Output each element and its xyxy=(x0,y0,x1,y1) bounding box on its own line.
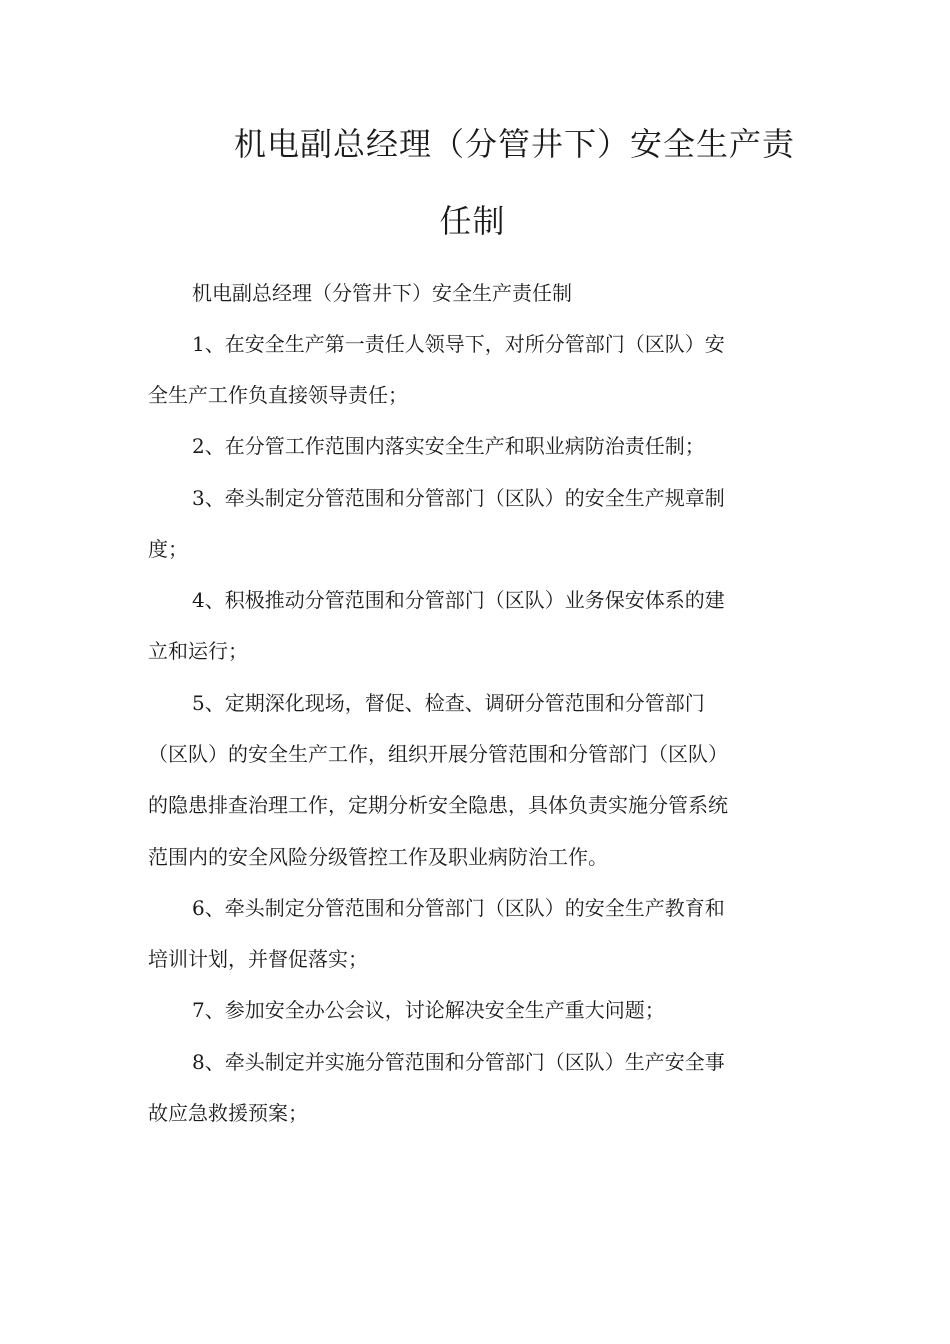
item-8-line-2: 故应急救援预案； xyxy=(148,1101,308,1125)
item-5-line-1: 5、定期深化现场，督促、检查、调研分管范围和分管部门 xyxy=(192,691,705,715)
item-4-line-2: 立和运行； xyxy=(148,639,248,663)
item-3-line-1: 3、牵头制定分管范围和分管部门（区队）的安全生产规章制 xyxy=(192,486,725,510)
item-6-line-1: 6、牵头制定分管范围和分管部门（区队）的安全生产教育和 xyxy=(192,896,725,920)
item-8-line-1: 8、牵头制定并实施分管范围和分管部门（区队）生产安全事 xyxy=(192,1050,725,1074)
item-1-line-2: 全生产工作负直接领导责任； xyxy=(148,383,408,407)
subtitle-line: 机电副总经理（分管井下）安全生产责任制 xyxy=(192,281,572,305)
item-7-line-1: 7、参加安全办公会议，讨论解决安全生产重大问题； xyxy=(192,998,665,1022)
document-title-line-1: 机电副总经理（分管井下）安全生产责 xyxy=(233,125,795,163)
item-6-line-2: 培训计划，并督促落实； xyxy=(148,947,368,971)
document-title-line-2: 任制 xyxy=(439,202,506,240)
item-5-line-3: 的隐患排查治理工作，定期分析安全隐患，具体负责实施分管系统 xyxy=(148,793,728,817)
item-3-line-2: 度； xyxy=(148,537,188,561)
item-4-line-1: 4、积极推动分管范围和分管部门（区队）业务保安体系的建 xyxy=(192,588,725,612)
item-5-line-2: （区队）的安全生产工作，组织开展分管范围和分管部门（区队） xyxy=(148,742,728,766)
item-1-line-1: 1、在安全生产第一责任人领导下，对所分管部门（区队）安 xyxy=(192,332,725,356)
item-5-line-4: 范围内的安全风险分级管控工作及职业病防治工作。 xyxy=(148,845,608,869)
item-2-line-1: 2、在分管工作范围内落实安全生产和职业病防治责任制； xyxy=(192,434,705,458)
